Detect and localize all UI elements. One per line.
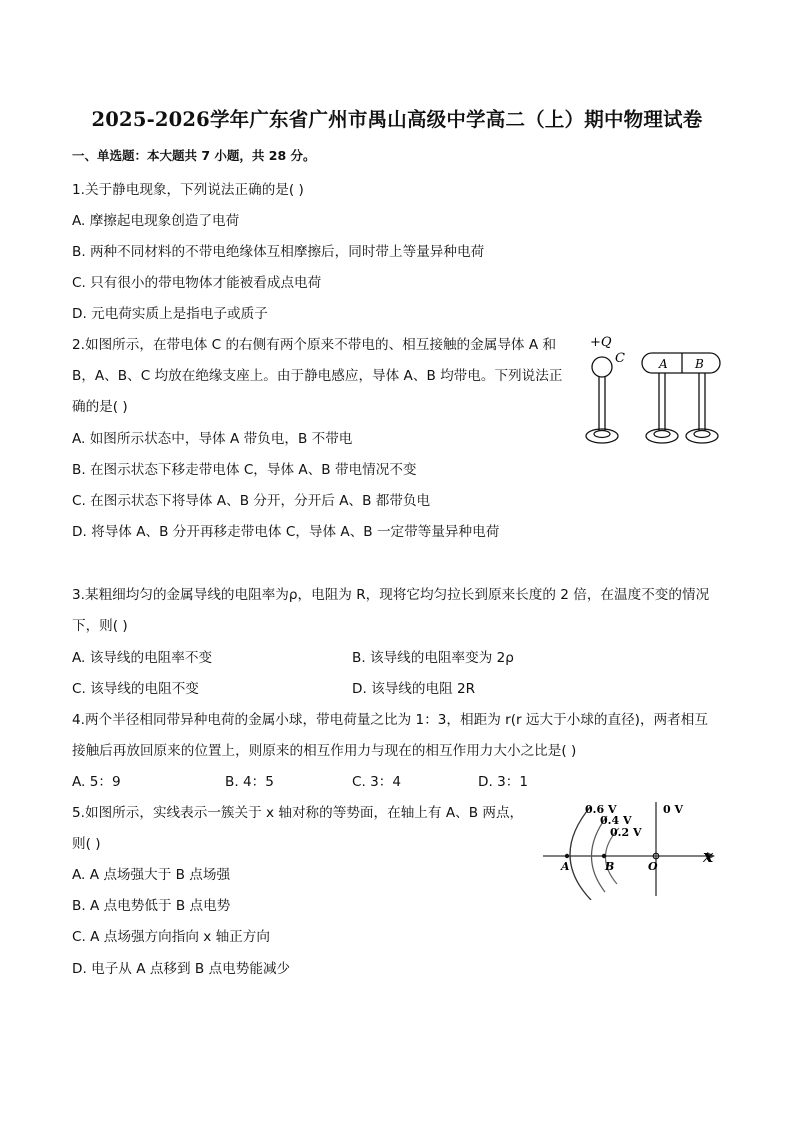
q2-figure [582,330,732,452]
q2-sphere-c [592,357,612,377]
q2-fig-charge-label: +Q [590,335,612,350]
q2-fig-label-a: A [659,357,668,371]
q4-option-a: A. 5：9 [72,774,121,790]
q5-label-0v: 0 V [663,803,684,816]
q2-base-a-inner [654,431,670,438]
q5-label-06v: 0.6 V [585,803,617,816]
q5-option-d: D. 电子从 A 点移到 B 点电势能减少 [72,961,291,977]
q5-fig-label-b: B [605,860,615,873]
q3-stem-line1: 3.某粗细均匀的金属导线的电阻率为ρ，电阻为 R，现将它均匀拉长到原来长度的 2 倍，在温度不变的情况 [72,587,710,603]
q5-point-a [565,854,569,858]
section-heading: 一、单选题：本大题共 7 小题，共 28 分。 [72,148,316,163]
q2-conductor-ab [642,353,720,373]
q1-stem: 1.关于静电现象，下列说法正确的是( ) [72,182,304,198]
q5-fig-label-o: O [648,860,658,873]
q3-option-b: B. 该导线的电阻率变为 2ρ [352,650,514,666]
q5-stem-line2: 则( ) [72,836,101,852]
q5-fig-label-a: A [561,860,570,873]
q2-stem-line3: 确的是( ) [72,399,128,415]
q1-option-b: B. 两种不同材料的不带电绝缘体互相摩擦后，同时带上等量异种电荷 [72,244,485,260]
q2-stem-line2: B，A、B、C 均放在绝缘支座上。由于静电感应，导体 A、B 均带电。下列说法正 [72,368,563,384]
q2-base-c-outer [586,429,618,443]
q4-option-d: D. 3：1 [478,774,529,790]
q5-option-a: A. A 点场强大于 B 点场强 [72,867,231,883]
q1-option-d: D. 元电荷实质上是指电子或质子 [72,306,268,322]
q2-stem-line1: 2.如图所示，在带电体 C 的右侧有两个原来不带电的、相互接触的金属导体 A 和 [72,337,557,353]
q2-option-c: C. 在图示状态下将导体 A、B 分开，分开后 A、B 都带负电 [72,493,431,509]
q3-stem-line2: 下，则( ) [72,618,128,634]
q2-option-d: D. 将导体 A、B 分开再移走带电体 C，导体 A、B 一定带等量异种电荷 [72,524,500,540]
q5-point-b [602,854,606,858]
q2-base-c-inner [594,431,610,438]
q3-option-c: C. 该导线的电阻不变 [72,681,199,697]
q2-fig-label-b: B [695,357,704,371]
q5-stem-line1: 5.如图所示，实线表示一簇关于 x 轴对称的等势面，在轴上有 A、B 两点， [72,805,524,821]
q5-option-c: C. A 点场强方向指向 x 轴正方向 [72,929,270,945]
q1-option-c: C. 只有很小的带电物体才能被看成点电荷 [72,275,322,291]
q3-option-d: D. 该导线的电阻 2R [352,681,476,697]
q5-equipotential-06v [570,806,591,900]
q2-base-b-inner [694,431,710,438]
q2-option-a: A. 如图所示状态中，导体 A 带负电，B 不带电 [72,431,353,447]
q2-option-b: B. 在图示状态下移走带电体 C，导体 A、B 带电情况不变 [72,462,417,478]
q2-fig-label-c: C [615,351,625,366]
q5-option-b: B. A 点电势低于 B 点电势 [72,898,231,914]
q4-option-b: B. 4：5 [225,774,274,790]
q1-option-a: A. 摩擦起电现象创造了电荷 [72,213,240,229]
q2-base-b-outer [686,429,718,443]
q4-stem-line2: 接触后再放回原来的位置上，则原来的相互作用力与现在的相互作用力大小之比是( ) [72,743,577,759]
q3-option-a: A. 该导线的电阻率不变 [72,650,213,666]
q5-label-04v: 0.4 V [600,814,632,827]
q5-figure [535,800,725,900]
page-title: 2025-2026学年广东省广州市禺山高级中学高二（上）期中物理试卷 [91,108,703,131]
q5-label-02v: 0.2 V [610,826,642,839]
q5-fig-x-label: x [703,847,714,867]
q2-base-a-outer [646,429,678,443]
q4-stem-line1: 4.两个半径相同带异种电荷的金属小球，带电荷量之比为 1：3，相距为 r(r 远大于小球的直径)，两者相互 [72,712,708,728]
q4-option-c: C. 3：4 [352,774,402,790]
